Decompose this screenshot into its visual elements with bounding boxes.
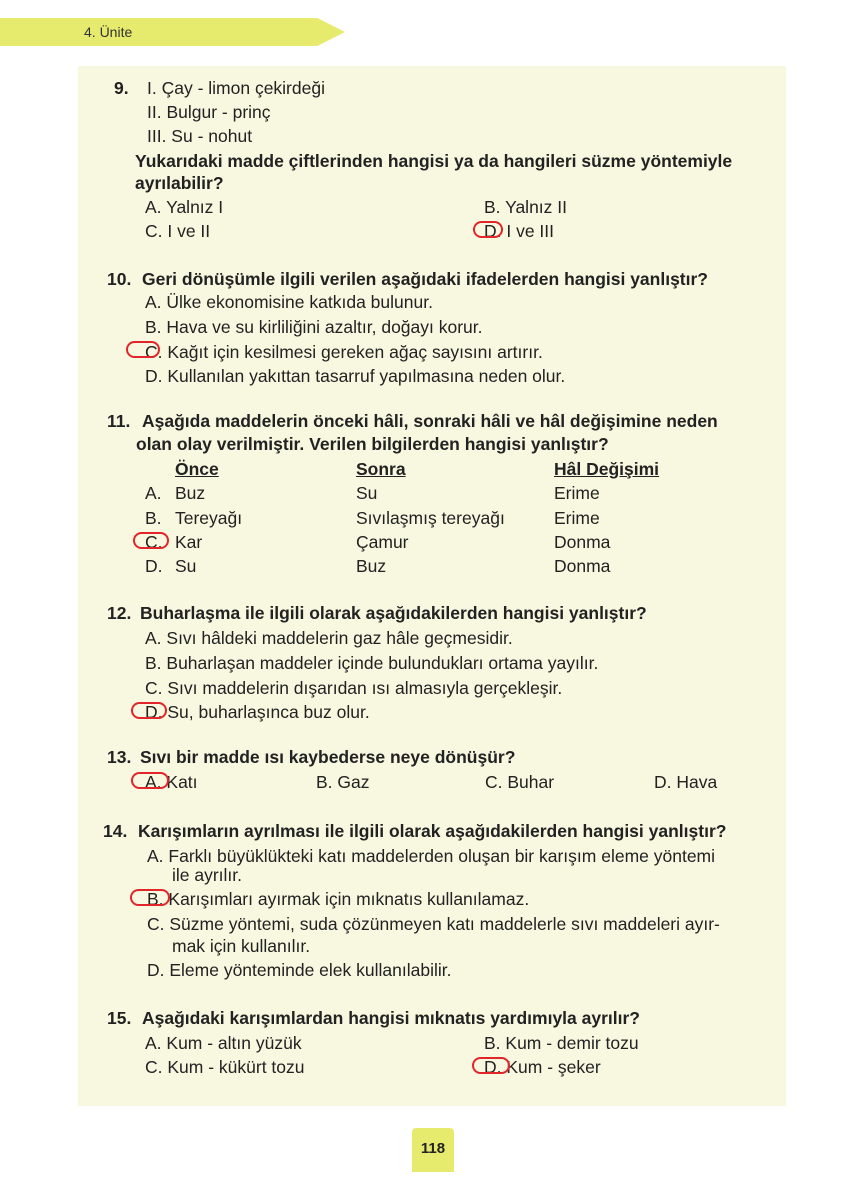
option-d: D. Kullanılan yakıttan tasarruf yapılmasına neden olur. xyxy=(145,366,566,386)
question-stem: Buharlaşma ile ilgili olarak aşağıdakilerden hangisi yanlıştır? xyxy=(140,603,647,623)
question-number: 9. xyxy=(114,78,129,98)
question-number: 14. xyxy=(103,821,128,841)
option-c-continued: mak için kullanılır. xyxy=(172,936,311,956)
question-number: 12. xyxy=(107,603,132,623)
option-a: A. Farklı büyüklükteki katı maddelerden oluşan bir karışım eleme yöntemi xyxy=(147,846,716,866)
question-stem: Karışımların ayrılması ile ilgili olarak aşağıdakilerden hangisi yanlıştır? xyxy=(138,821,727,841)
answer-circle-mark xyxy=(131,702,167,719)
option-b: B. Gaz xyxy=(316,772,370,792)
table-cell: Su xyxy=(356,483,378,503)
table-header-before: Önce xyxy=(175,459,219,479)
option-d: D. Eleme yönteminde elek kullanılabilir. xyxy=(147,960,452,980)
option-b: B. Hava ve su kirliliğini azaltır, doğayı korur. xyxy=(145,317,483,337)
option-c: C. I ve II xyxy=(145,221,211,241)
option-c: C. Kağıt için kesilmesi gereken ağaç sayısını artırır. xyxy=(145,342,543,362)
question-number: 10. xyxy=(107,269,132,289)
option-c: C. Kum - kükürt tozu xyxy=(145,1057,305,1077)
option-a: A. Kum - altın yüzük xyxy=(145,1033,302,1053)
option-c: C. Sıvı maddelerin dışarıdan ısı almasıyla gerçekleşir. xyxy=(145,678,563,698)
page-number: 118 xyxy=(420,1140,446,1157)
option-c: C. Buhar xyxy=(485,772,555,792)
list-item: II. Bulgur - prinç xyxy=(147,102,271,122)
option-a: A. Sıvı hâldeki maddelerin gaz hâle geçmesidir. xyxy=(145,628,513,648)
question-stem: Sıvı bir madde ısı kaybederse neye dönüşür? xyxy=(140,747,516,767)
table-cell: Su xyxy=(175,556,197,576)
unit-label: 4. Ünite xyxy=(84,24,133,40)
option-d: D. I ve III xyxy=(484,221,555,241)
question-stem: olan olay verilmiştir. Verilen bilgilerden hangisi yanlıştır? xyxy=(136,434,609,454)
answer-circle-mark xyxy=(130,889,170,906)
question-stem: ayrılabilir? xyxy=(135,173,224,193)
option-b: B. Karışımları ayırmak için mıknatıs kullanılamaz. xyxy=(147,889,530,909)
option-a: A. Katı xyxy=(145,772,198,792)
unit-tab xyxy=(0,18,345,46)
answer-circle-mark xyxy=(126,341,160,358)
answer-circle-mark xyxy=(473,221,503,238)
table-header-after: Sonra xyxy=(356,459,406,479)
table-cell: Buz xyxy=(356,556,387,576)
list-item: I. Çay - limon çekirdeği xyxy=(147,78,325,98)
table-row-letter: B. xyxy=(145,508,162,528)
list-item: III. Su - nohut xyxy=(147,126,253,146)
question-number: 11. xyxy=(107,411,131,431)
table-cell: Donma xyxy=(554,532,611,552)
table-row-letter: D. xyxy=(145,556,163,576)
option-d: D. Hava xyxy=(654,772,718,792)
option-a: A. Yalnız I xyxy=(145,197,224,217)
table-cell: Buz xyxy=(175,483,206,503)
table-cell: Kar xyxy=(175,532,203,552)
option-a: A. Ülke ekonomisine katkıda bulunur. xyxy=(145,292,433,312)
question-stem: Yukarıdaki madde çiftlerinden hangisi ya da hangileri süzme yöntemiyle xyxy=(135,151,733,171)
option-d: D. Su, buharlaşınca buz olur. xyxy=(145,702,370,722)
option-b: B. Kum - demir tozu xyxy=(484,1033,639,1053)
option-d: D. Kum - şeker xyxy=(484,1057,601,1077)
table-cell: Sıvılaşmış tereyağı xyxy=(356,508,505,528)
table-row-letter: A. xyxy=(145,483,162,503)
table-header-change: Hâl Değişimi xyxy=(554,459,660,479)
option-a-continued: ile ayrılır. xyxy=(172,865,243,885)
answer-circle-mark xyxy=(133,532,169,549)
table-row-letter: C. xyxy=(145,532,163,552)
table-cell: Donma xyxy=(554,556,611,576)
table-cell: Çamur xyxy=(356,532,409,552)
question-number: 13. xyxy=(107,747,132,767)
table-cell: Tereyağı xyxy=(175,508,243,528)
question-stem: Aşağıdaki karışımlardan hangisi mıknatıs yardımıyla ayrılır? xyxy=(142,1008,640,1028)
table-cell: Erime xyxy=(554,483,600,503)
table-cell: Erime xyxy=(554,508,600,528)
question-number: 15. xyxy=(107,1008,132,1028)
answer-circle-mark xyxy=(131,772,169,789)
option-b: B. Yalnız II xyxy=(484,197,568,217)
question-stem: Aşağıda maddelerin önceki hâli, sonraki hâli ve hâl değişimine neden xyxy=(142,411,718,431)
option-b: B. Buharlaşan maddeler içinde bulundukları ortama yayılır. xyxy=(145,653,599,673)
question-stem: Geri dönüşümle ilgili verilen aşağıdaki ifadelerden hangisi yanlıştır? xyxy=(142,269,708,289)
answer-circle-mark xyxy=(472,1057,510,1074)
option-c: C. Süzme yöntemi, suda çözünmeyen katı maddelerle sıvı maddeleri ayır- xyxy=(147,914,720,934)
